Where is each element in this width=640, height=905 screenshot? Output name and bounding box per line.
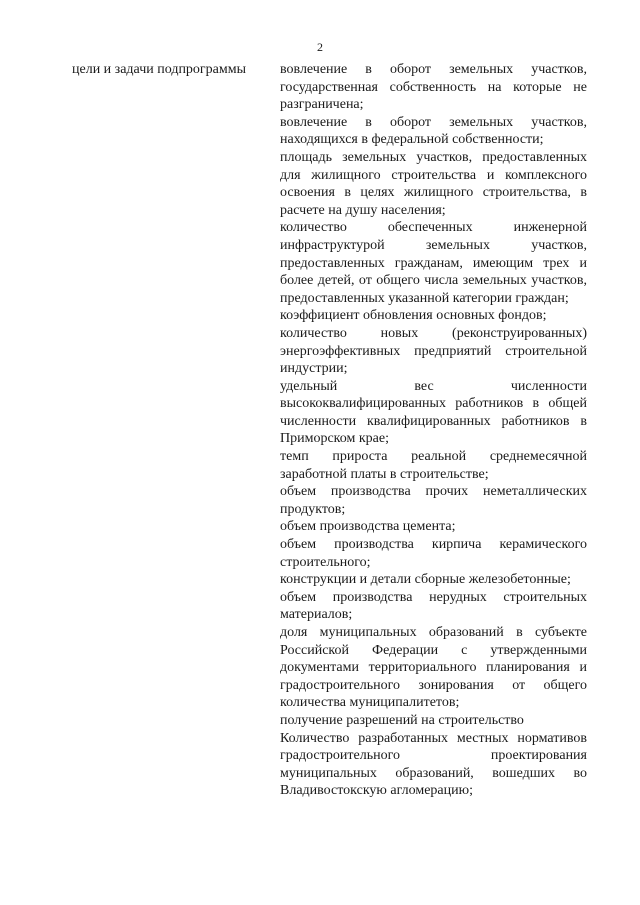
goal-item: объем производства кирпича керамического строительного; (280, 537, 587, 570)
section-label: цели и задачи подпрограммы (72, 62, 247, 77)
goal-item: Количество разработанных местных нормативов градостроительного проектирования муниципальных образований, вошедших во Владивостокскую агломерацию; (280, 730, 587, 799)
goal-item: количество обеспеченных инженерной инфраструктурой земельных участков, предоставленных гражданам, имеющим трех и более детей, от общего числа земельных участков, предоставленных указанной категории граждан; (280, 220, 587, 306)
goal-item: конструкции и детали сборные железобетонные; (280, 572, 571, 588)
goal-item: объем производства прочих неметаллических продуктов; (280, 484, 587, 517)
goal-item: доля муниципальных образований в субъекте Российской Федерации с утвержденными документами территориального планирования и градостроительного зонирования от общего количества муниципалитетов; (280, 625, 587, 711)
page-number: 2 (317, 40, 323, 54)
goal-item: вовлечение в оборот земельных участков, находящихся в федеральной собственности; (280, 114, 587, 148)
goal-item: удельный вес численности высококвалифицированных работников в общей численности квалифицированных работников в Приморском крае; (280, 378, 587, 447)
goal-item: вовлечение в оборот земельных участков, государственная собственность на которые не разграничена; (280, 62, 587, 113)
goal-item: темп прироста реальной среднемесячной заработной платы в строительстве; (280, 449, 587, 482)
goal-item: получение разрешений на строительство (280, 712, 524, 728)
goal-item: объем производства нерудных строительных материалов; (280, 589, 587, 623)
goal-item: коэффициент обновления основных фондов; (280, 308, 547, 324)
goal-item: объем производства цемента; (280, 519, 456, 535)
goal-item: площадь земельных участков, предоставленных для жилищного строительства и комплексного освоения в целях жилищного строительства, в расчете на душу населения; (280, 149, 587, 218)
goals-list (280, 61, 587, 800)
goal-item: количество новых (реконструированных) энергоэффективных предприятий строительной индустрии; (280, 325, 587, 377)
